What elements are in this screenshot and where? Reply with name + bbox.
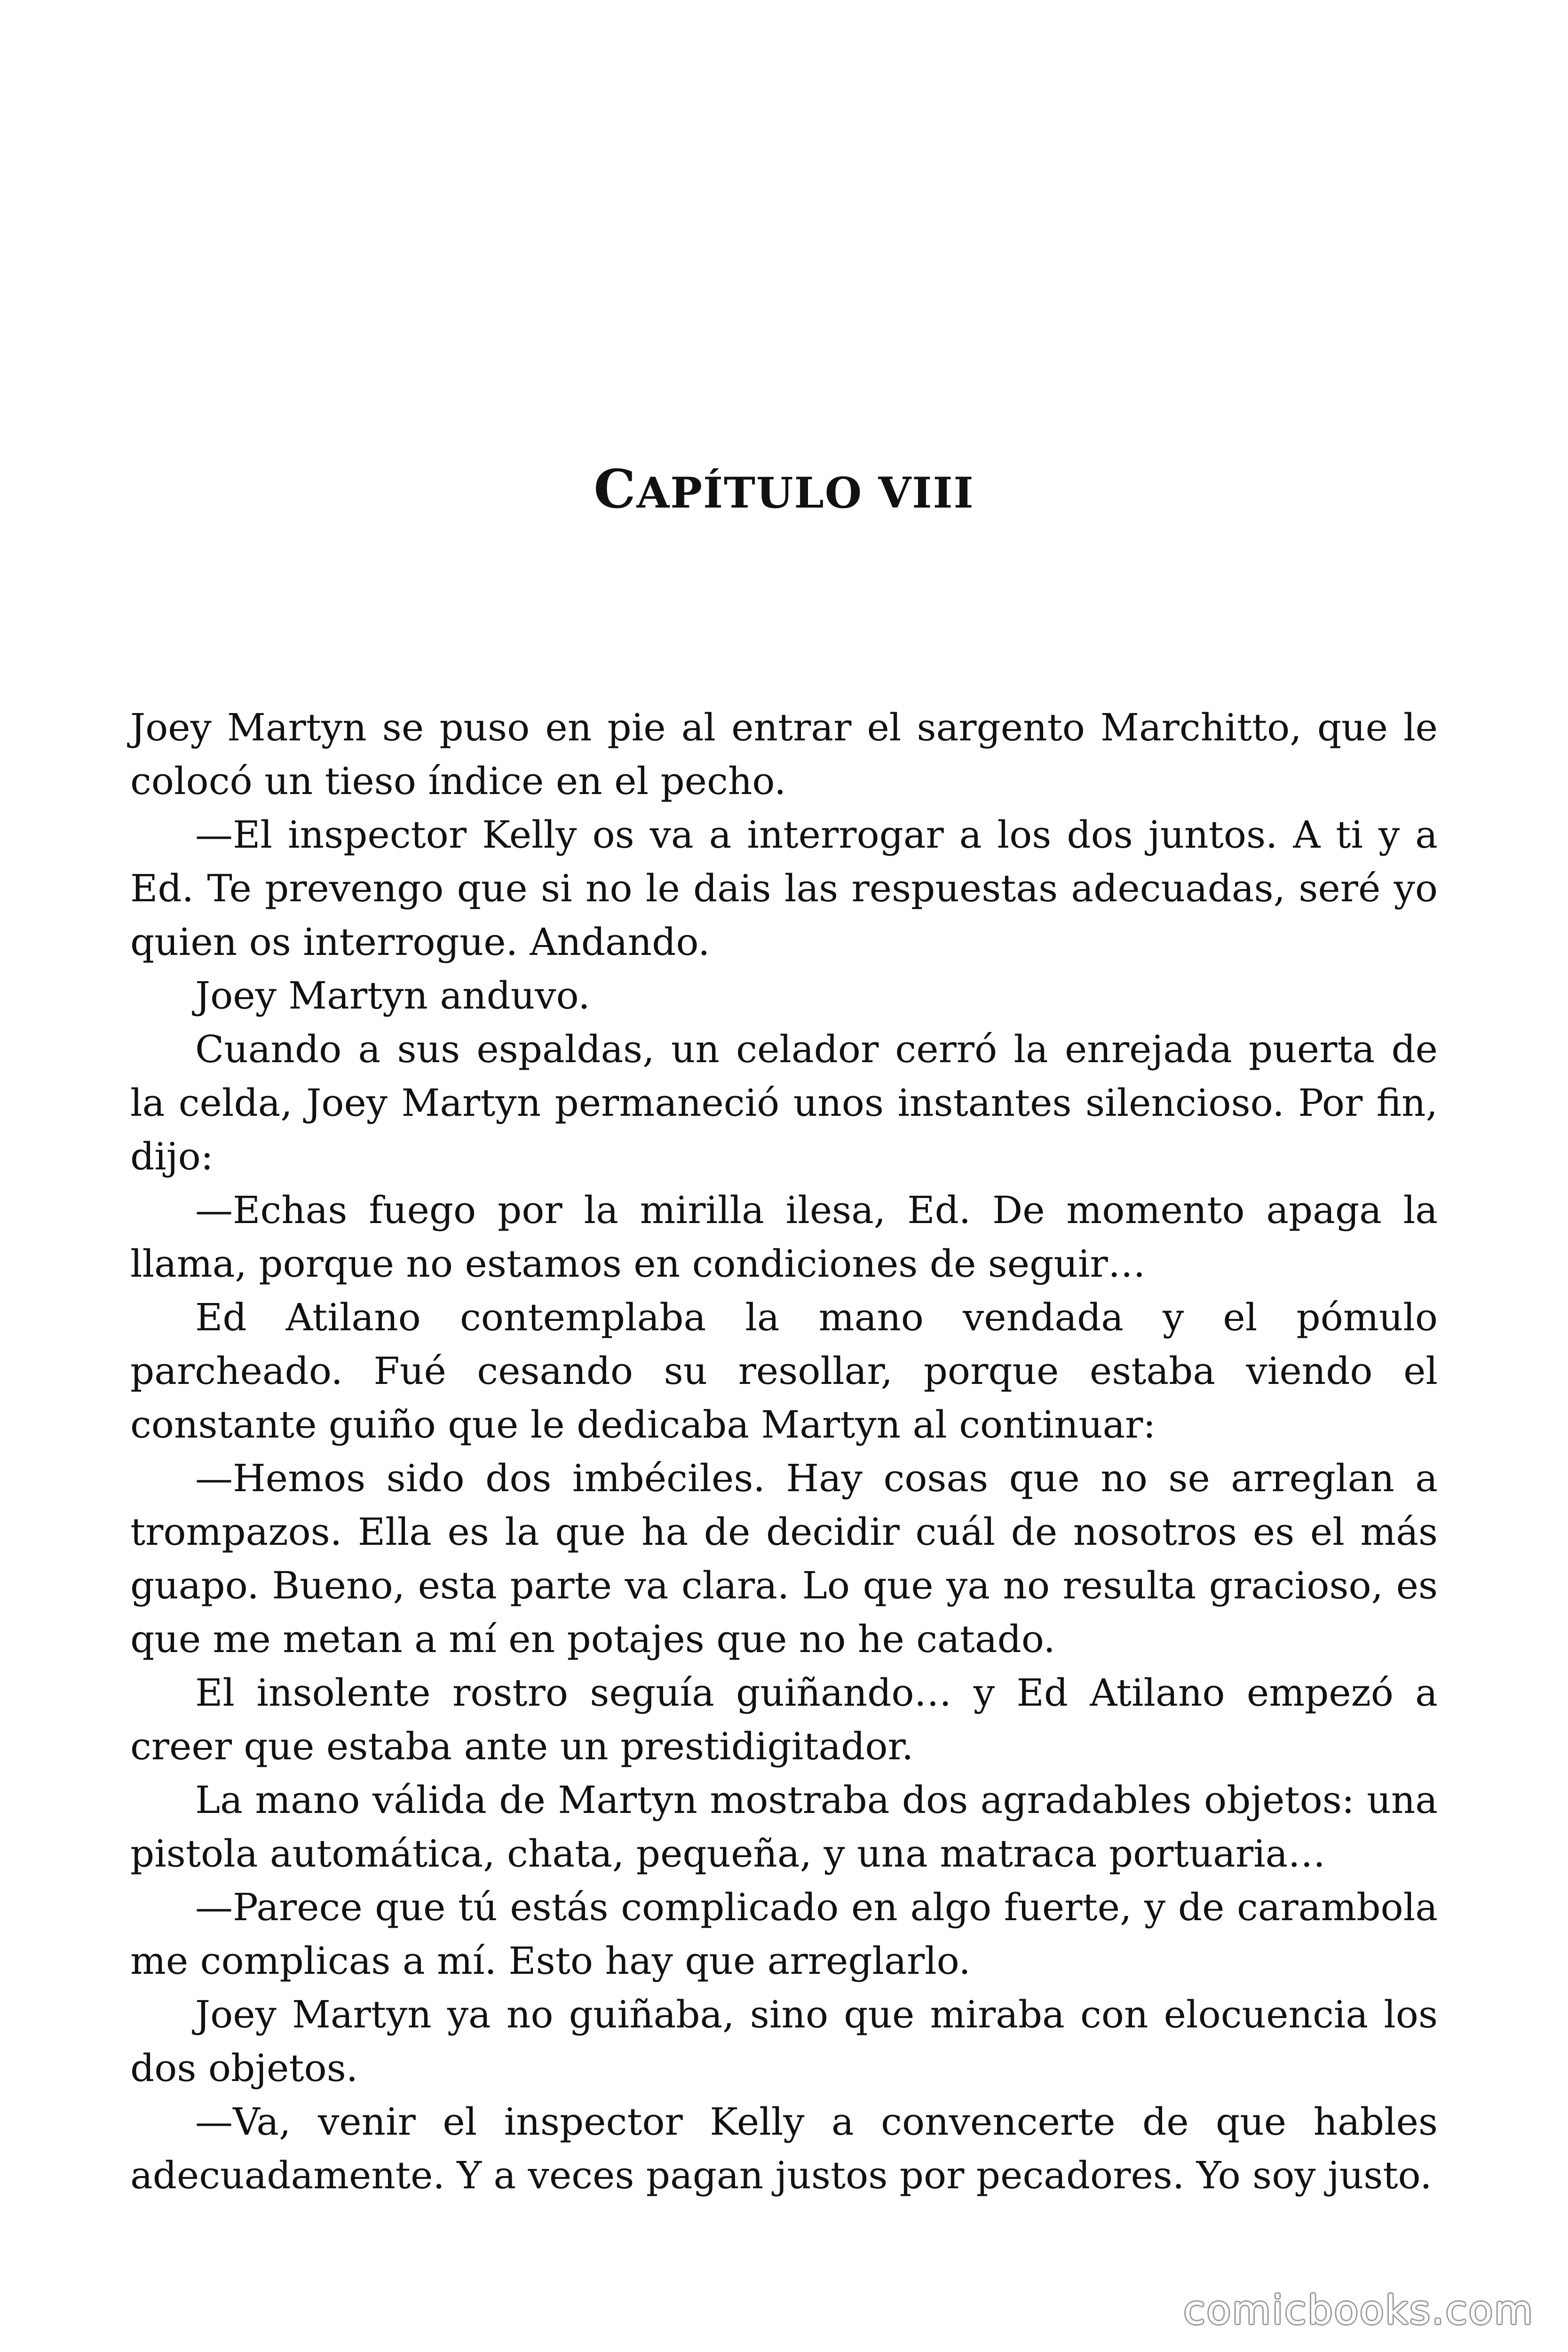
chapter-title <box>0 459 1568 520</box>
paragraph: Ed Atilano contemplaba la mano vendada y el pómulo parcheado. Fué cesando su resollar, porque estaba viendo el constante guiño que le dedicaba Martyn al continuar: <box>130 1295 1438 1446</box>
paragraph: La mano válida de Martyn mostraba dos agradables objetos: una pistola automática, chata, pequeña, y una matraca portuaria… <box>130 1778 1438 1875</box>
watermark: comicbooks.com <box>1183 2287 1534 2333</box>
paragraph: Joey Martyn ya no guiñaba, sino que miraba con elocuencia los dos objetos. <box>130 1993 1438 2090</box>
chapter-body <box>130 701 1438 2202</box>
chapter-title-initial: C <box>594 459 637 520</box>
paragraph: —Parece que tú estás complicado en algo fuerte, y de carambola me complicas a mí. Esto hay que arreglarlo. <box>130 1885 1438 1983</box>
paragraph: —Hemos sido dos imbéciles. Hay cosas que no se arreglan a trompazos. Ella es la que ha de decidir cuál de nosotros es el más guapo. Bueno, esta parte va clara. Lo que ya no resulta gracioso, es que me metan a mí en potajes que no he catado. <box>130 1456 1438 1661</box>
paragraph: Joey Martyn anduvo. <box>195 974 590 1017</box>
chapter-title-rest: APÍTULO VIII <box>636 468 974 518</box>
paragraph: Joey Martyn se puso en pie al entrar el sargento Marchitto, que le colocó un tieso índice en el pecho. <box>130 706 1438 803</box>
paragraph: —El inspector Kelly os va a interrogar a los dos juntos. A ti y a Ed. Te prevengo que si no le dais las respuestas adecuadas, seré yo quien os interrogue. Andando. <box>130 813 1438 964</box>
paragraph: —Echas fuego por la mirilla ilesa, Ed. De momento apaga la llama, porque no estamos en condiciones de seguir… <box>130 1188 1438 1286</box>
paragraph: El insolente rostro seguía guiñando… y Ed Atilano empezó a creer que estaba ante un prestidigitador. <box>130 1671 1438 1768</box>
paragraph: —Va, venir el inspector Kelly a convencerte de que hables adecuadamente. Y a veces pagan justos por pecadores. Yo soy justo. <box>130 2100 1438 2197</box>
paragraph: Cuando a sus espaldas, un celador cerró la enrejada puerta de la celda, Joey Martyn permaneció unos instantes silencioso. Por fin, dijo: <box>130 1027 1438 1178</box>
